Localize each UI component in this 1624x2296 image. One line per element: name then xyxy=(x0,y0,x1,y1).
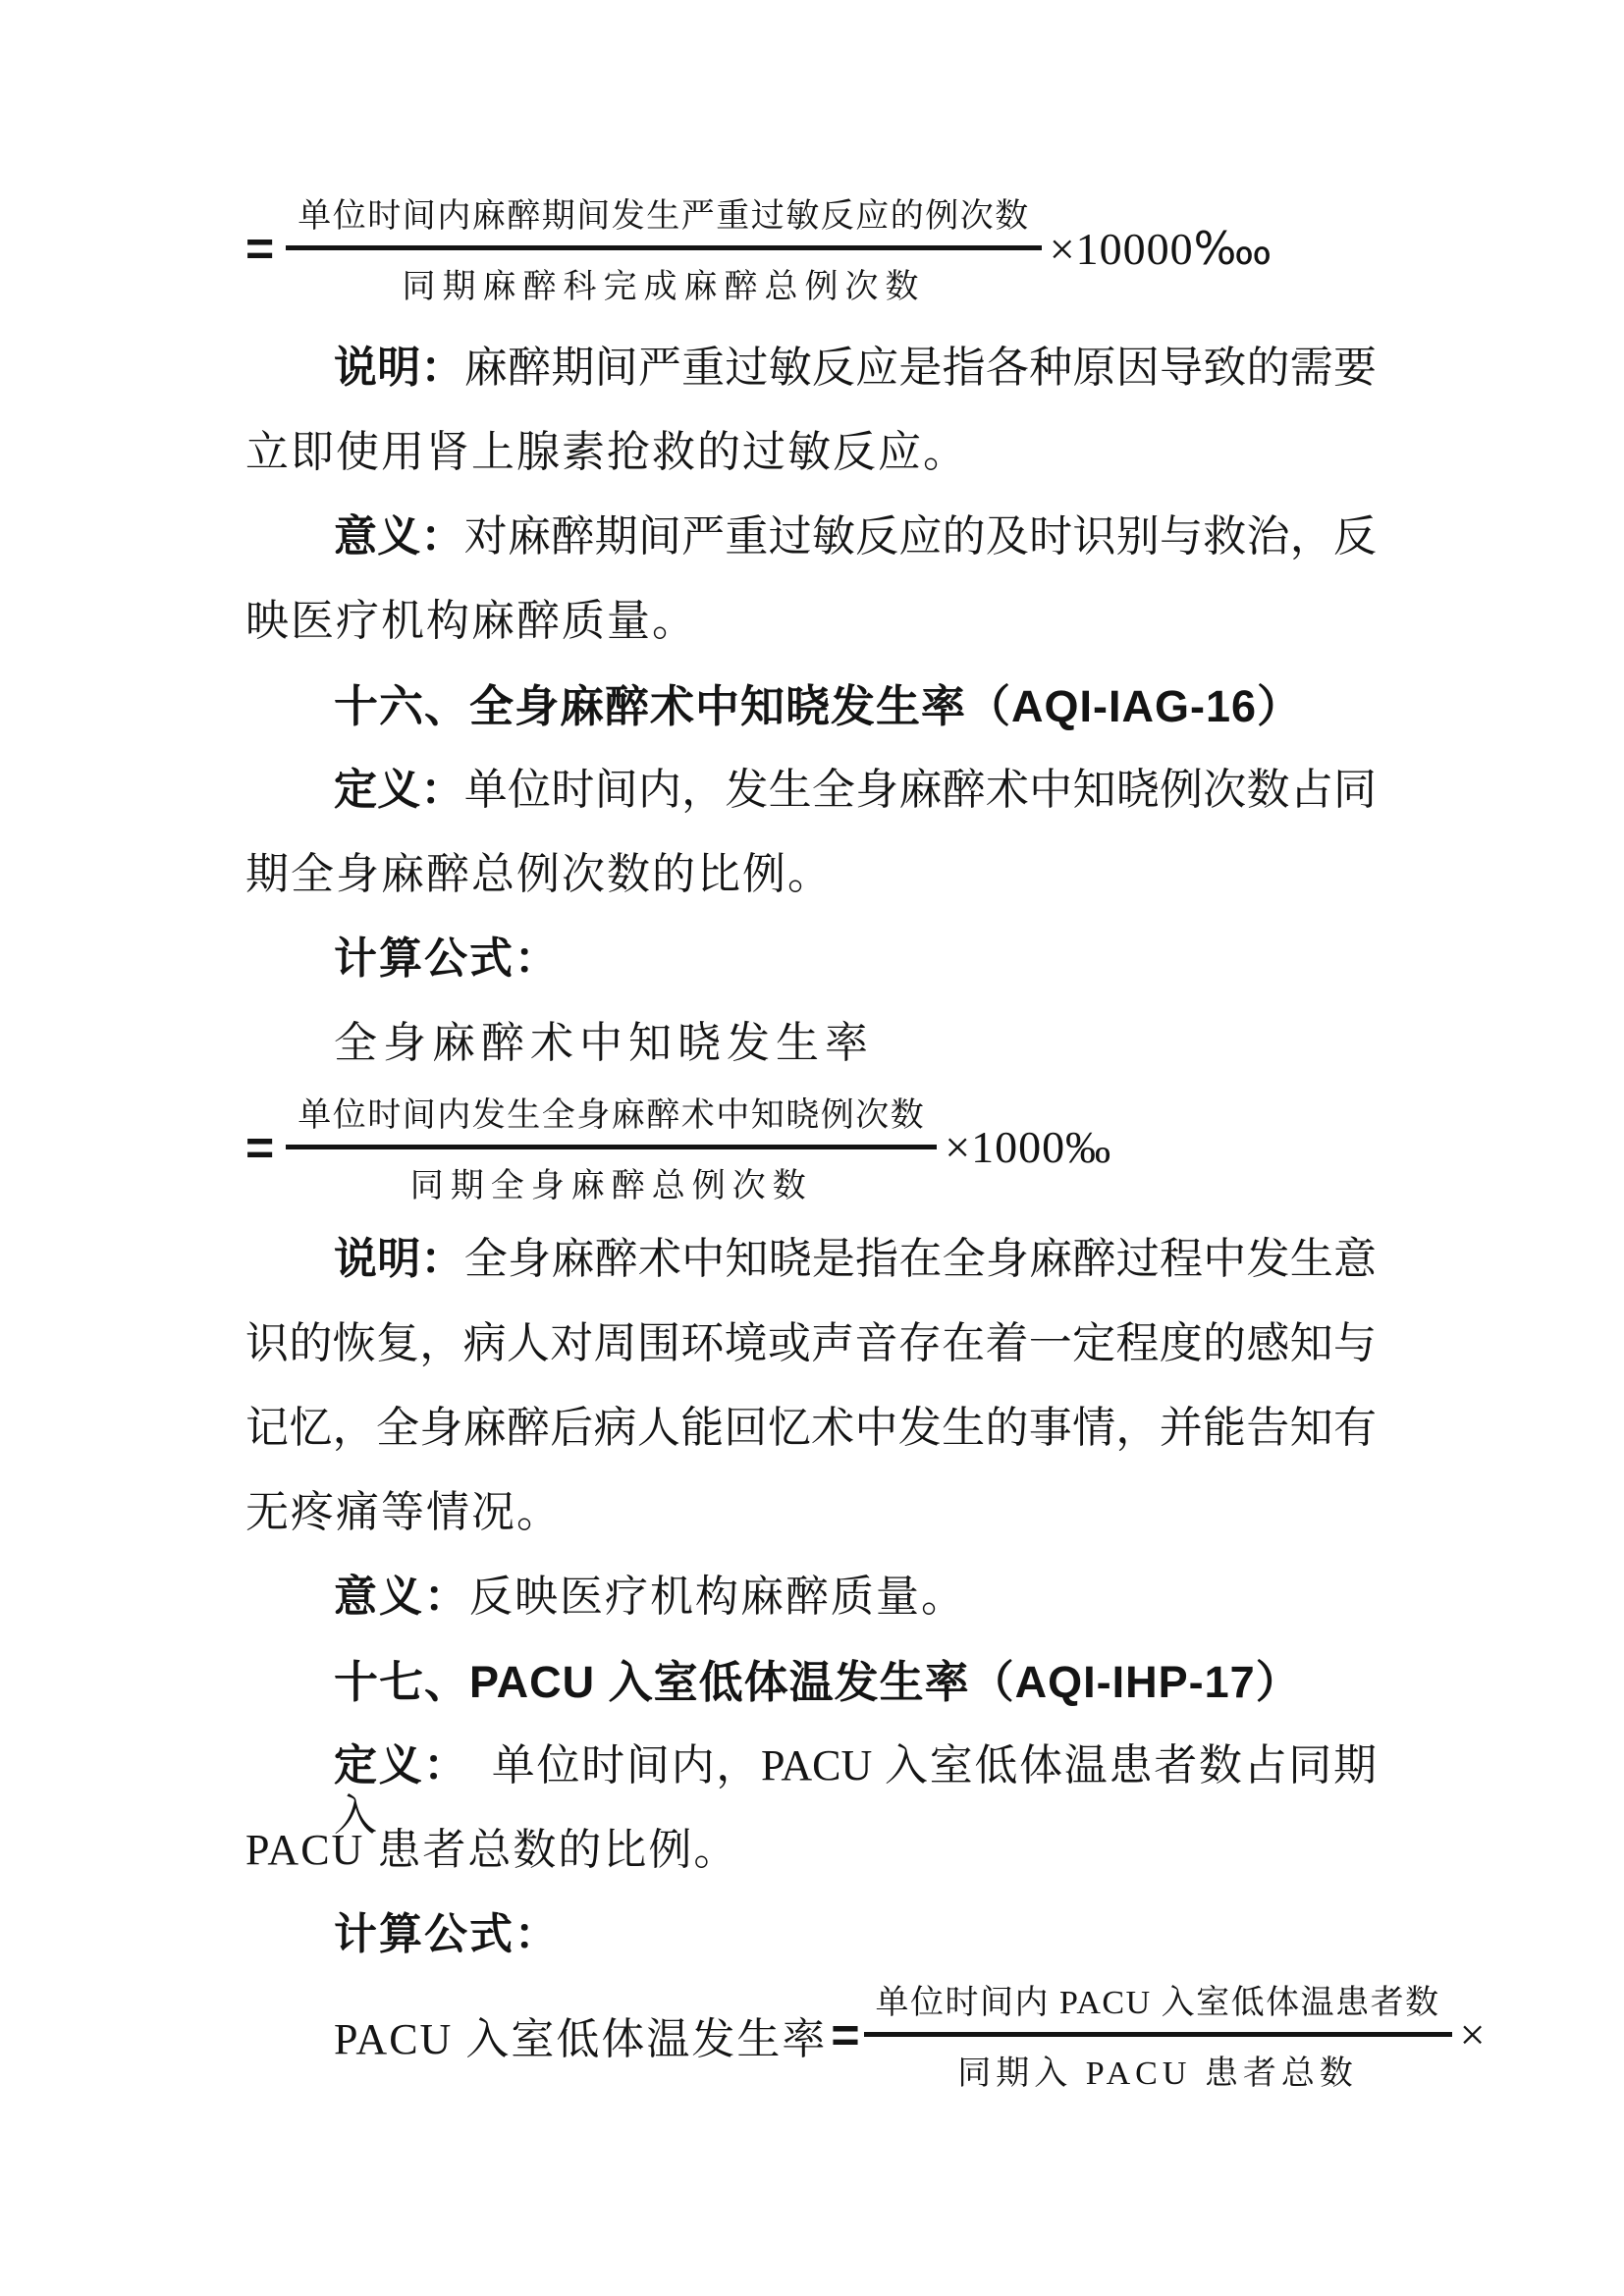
paragraph-text: 映医疗机构麻醉质量。 xyxy=(245,597,697,645)
formula-equals-sign: = xyxy=(831,2006,860,2062)
formula-multiplier: ×1000‰ xyxy=(945,1122,1112,1172)
text-line xyxy=(245,428,968,478)
paragraph-text: 全身麻醉术中知晓发生率 xyxy=(334,1019,874,1067)
paragraph-label: 说明： xyxy=(334,344,464,392)
paragraph-text: PACU 患者总数的比例。 xyxy=(245,1826,739,1874)
section-heading-16 xyxy=(334,681,1302,732)
formula-fraction xyxy=(286,188,1042,307)
paragraph-label: 定义： xyxy=(334,766,464,814)
paragraph-text: 立即使用肾上腺素抢救的过敏反应。 xyxy=(245,428,968,476)
paragraph-label: 定义： xyxy=(334,1741,448,1789)
paragraph-text: 记忆，全身麻醉后病人能回忆术中发生的事情，并能告知有 xyxy=(245,1404,1377,1452)
paragraph-text: 识的恢复，病人对周围环境或声音存在着一定程度的感知与 xyxy=(245,1319,1377,1367)
text-line xyxy=(334,934,560,985)
fraction-numerator: 单位时间内发生全身麻醉术中知晓例次数 xyxy=(286,1088,937,1149)
formula-lead-text: PACU 入室低体温发生率 xyxy=(334,2014,828,2063)
text-line xyxy=(334,1910,560,1960)
formula-pacu-hypothermia-rate xyxy=(334,1975,1487,2094)
text-line xyxy=(334,1235,1377,1285)
formula-severe-allergy-rate xyxy=(245,188,1272,307)
formula-multiplier: × xyxy=(1459,2009,1487,2059)
paragraph-text: 反映医疗机构麻醉质量。 xyxy=(469,1573,966,1621)
section-heading-17 xyxy=(334,1657,1301,1708)
fraction-numerator: 单位时间内 PACU 入室低体温患者数 xyxy=(864,1975,1452,2037)
paragraph-text: 期全身麻醉总例次数的比例。 xyxy=(245,850,833,898)
paragraph-text: 无疼痛等情况。 xyxy=(245,1488,562,1536)
paragraph-text: 单位时间内，PACU 入室低体温患者数占同期入 xyxy=(334,1741,1377,1840)
paragraph-label: 意义： xyxy=(334,512,464,561)
formula-awareness-rate xyxy=(245,1088,1111,1206)
paragraph-text: 单位时间内，发生全身麻醉术中知晓例次数占同 xyxy=(463,766,1378,814)
paragraph-text: 全身麻醉术中知晓是指在全身麻醉过程中发生意 xyxy=(463,1235,1378,1283)
section-heading-text: 十六、全身麻醉术中知晓发生率（AQI-IAG-16） xyxy=(334,681,1303,731)
formula-multiplier: ×10000‱ xyxy=(1049,223,1273,274)
text-line xyxy=(245,850,833,900)
formula-equals-sign: = xyxy=(245,1119,275,1175)
fraction-denominator: 同期入 PACU 患者总数 xyxy=(957,2056,1358,2092)
text-line xyxy=(245,597,697,647)
text-line xyxy=(334,766,1377,816)
text-line xyxy=(334,1573,966,1623)
formula-equals-sign: = xyxy=(245,220,275,276)
text-line xyxy=(245,1319,1377,1369)
paragraph-label: 计算公式： xyxy=(334,934,560,983)
formula-fraction xyxy=(864,1975,1452,2094)
text-line xyxy=(334,1019,874,1069)
fraction-numerator: 单位时间内麻醉期间发生严重过敏反应的例次数 xyxy=(286,188,1042,250)
paragraph-text: 对麻醉期间严重过敏反应的及时识别与救治，反 xyxy=(463,512,1378,561)
text-line xyxy=(334,512,1377,562)
paragraph-text: 麻醉期间严重过敏反应是指各种原因导致的需要 xyxy=(463,344,1378,392)
paragraph-label: 说明： xyxy=(334,1235,464,1283)
paragraph-label: 计算公式： xyxy=(334,1910,560,1958)
text-line xyxy=(245,1826,738,1876)
text-line xyxy=(334,344,1377,394)
text-line xyxy=(245,1488,562,1538)
fraction-denominator: 同期麻醉科完成麻醉总例次数 xyxy=(402,269,926,305)
text-line xyxy=(245,1404,1377,1454)
section-heading-text: 十七、PACU 入室低体温发生率（AQI-IHP-17） xyxy=(334,1657,1301,1707)
paragraph-label: 意义： xyxy=(334,1573,469,1621)
fraction-denominator: 同期全身麻醉总例次数 xyxy=(409,1168,813,1204)
formula-fraction xyxy=(286,1088,937,1206)
